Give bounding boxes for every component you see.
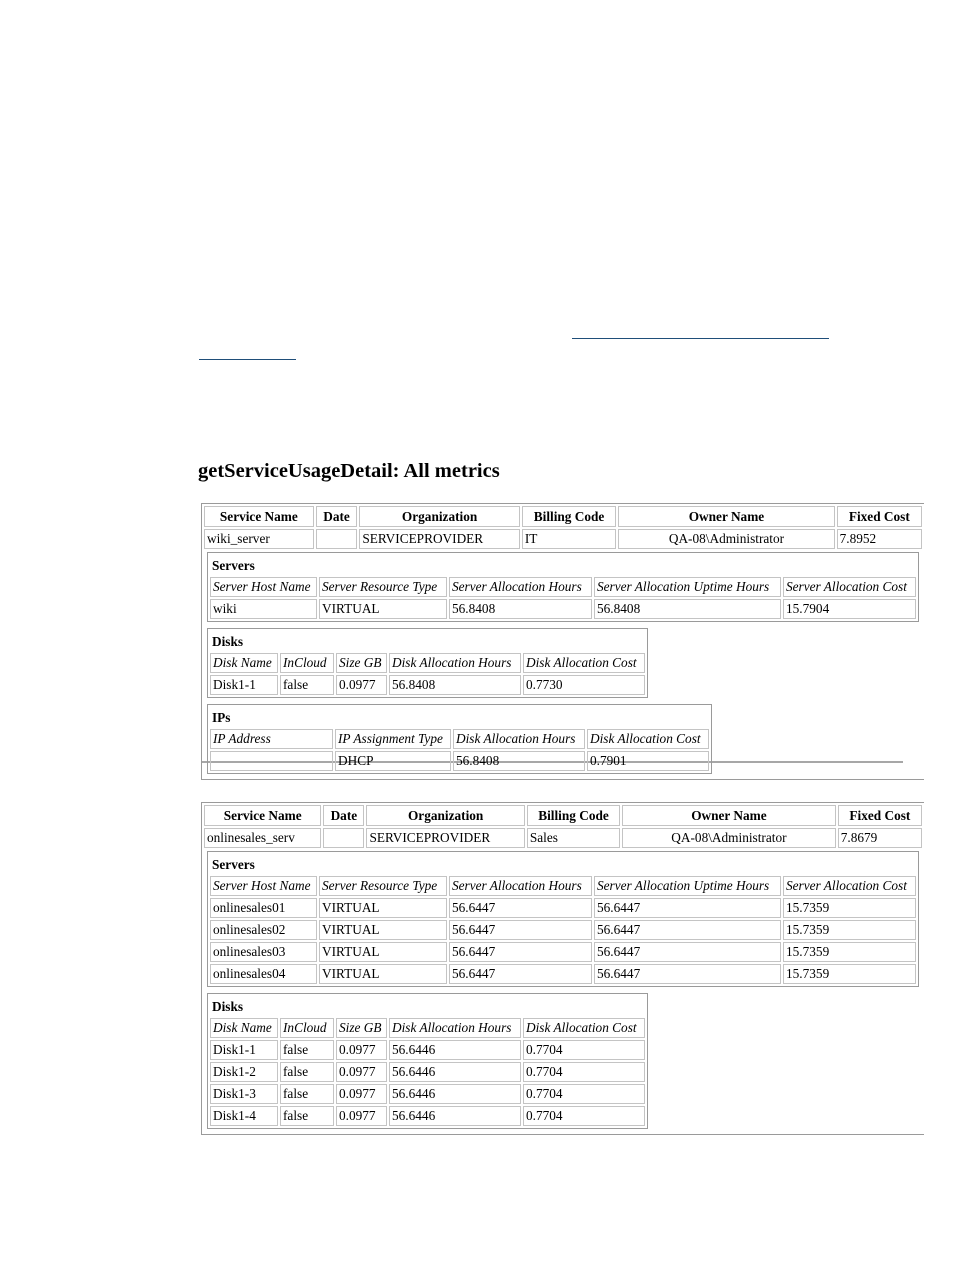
server-host-name-cell: onlinesales03: [210, 942, 317, 962]
size-gb-cell: 0.0977: [336, 1084, 387, 1104]
organization-cell: SERVICEPROVIDER: [366, 828, 524, 848]
servers-header-row: [210, 577, 916, 597]
server-allocation-cost-cell: 15.7904: [783, 599, 916, 619]
column-header: Disk Name: [210, 1018, 278, 1038]
column-header: Server Resource Type: [319, 876, 447, 896]
server-allocation-hours-cell: 56.6447: [449, 942, 592, 962]
column-header: Fixed Cost: [838, 805, 922, 826]
column-header: Service Name: [204, 805, 321, 826]
server-resource-type-cell: VIRTUAL: [319, 599, 447, 619]
date-cell: [323, 828, 364, 848]
ip-assignment-type-cell: DHCP: [335, 751, 451, 771]
column-header: IP Address: [210, 729, 333, 749]
server-resource-type-cell: VIRTUAL: [319, 942, 447, 962]
column-header: Disk Allocation Cost: [523, 653, 645, 673]
column-header: Fixed Cost: [837, 506, 922, 527]
server-uptime-hours-cell: 56.6447: [594, 898, 781, 918]
ips-header-row: [210, 729, 709, 749]
column-header: Server Allocation Hours: [449, 577, 592, 597]
size-gb-cell: 0.0977: [336, 1062, 387, 1082]
server-resource-type-cell: VIRTUAL: [319, 898, 447, 918]
disks-caption: Disks: [212, 999, 244, 1014]
disks-table: [207, 628, 648, 698]
disk-name-cell: Disk1-1: [210, 675, 278, 695]
service-name-cell: wiki_server: [204, 529, 314, 549]
size-gb-cell: 0.0977: [336, 675, 387, 695]
billing-code-cell: Sales: [527, 828, 620, 848]
incloud-cell: false: [280, 1084, 334, 1104]
column-header: Server Allocation Uptime Hours: [594, 876, 781, 896]
column-header: Disk Allocation Cost: [523, 1018, 645, 1038]
service-name-cell: onlinesales_serv: [204, 828, 321, 848]
column-header: InCloud: [280, 1018, 334, 1038]
disk-name-cell: Disk1-3: [210, 1084, 278, 1104]
disk-allocation-cost-cell: 0.7704: [523, 1062, 645, 1082]
disks-header-row: [210, 1018, 645, 1038]
server-allocation-cost-cell: 15.7359: [783, 942, 916, 962]
disks-caption: Disks: [212, 634, 244, 649]
server-host-name-cell: onlinesales02: [210, 920, 317, 940]
disk-allocation-hours-cell: 56.6446: [389, 1040, 521, 1060]
column-header: Size GB: [336, 653, 387, 673]
servers-table: [207, 851, 919, 987]
fixed-cost-cell: 7.8679: [838, 828, 922, 848]
table-row: [210, 942, 916, 962]
disks-header-row: [210, 653, 645, 673]
owner-name-cell: QA-08\Administrator: [622, 828, 836, 848]
column-header: Server Allocation Uptime Hours: [594, 577, 781, 597]
server-allocation-hours-cell: 56.6447: [449, 898, 592, 918]
disk-allocation-hours-cell: 56.8408: [453, 751, 585, 771]
server-allocation-cost-cell: 15.7359: [783, 964, 916, 984]
disk-name-cell: Disk1-4: [210, 1106, 278, 1126]
column-header: Server Host Name: [210, 577, 317, 597]
server-allocation-cost-cell: 15.7359: [783, 920, 916, 940]
incloud-cell: false: [280, 675, 334, 695]
column-header: Billing Code: [522, 506, 616, 527]
disk-name-cell: Disk1-1: [210, 1040, 278, 1060]
service-summary-table: [201, 503, 924, 780]
column-header: Size GB: [336, 1018, 387, 1038]
server-allocation-hours-cell: 56.6447: [449, 920, 592, 940]
column-header: InCloud: [280, 653, 334, 673]
date-cell: [316, 529, 358, 549]
column-header: Owner Name: [618, 506, 834, 527]
server-host-name-cell: wiki: [210, 599, 317, 619]
column-header: Server Allocation Hours: [449, 876, 592, 896]
server-allocation-cost-cell: 15.7359: [783, 898, 916, 918]
billing-code-cell: IT: [522, 529, 616, 549]
server-uptime-hours-cell: 56.6447: [594, 964, 781, 984]
column-header: Server Allocation Cost: [783, 577, 916, 597]
incloud-cell: false: [280, 1062, 334, 1082]
organization-cell: SERVICEPROVIDER: [359, 529, 519, 549]
service-row: [204, 828, 922, 848]
service-usage-panel-wiki: [201, 503, 910, 768]
ip-address-cell: [210, 751, 333, 771]
size-gb-cell: 0.0977: [336, 1106, 387, 1126]
owner-name-cell: QA-08\Administrator: [618, 529, 834, 549]
service-row: [204, 529, 922, 549]
column-header: Server Allocation Cost: [783, 876, 916, 896]
servers-table: [207, 552, 919, 622]
servers-caption: Servers: [212, 857, 255, 872]
column-header: Date: [323, 805, 364, 826]
column-header: Disk Allocation Cost: [587, 729, 709, 749]
table-row: [210, 898, 916, 918]
server-resource-type-cell: VIRTUAL: [319, 920, 447, 940]
column-header: Disk Allocation Hours: [389, 1018, 521, 1038]
column-header: Server Resource Type: [319, 577, 447, 597]
service-header-row: [204, 506, 922, 527]
column-header: IP Assignment Type: [335, 729, 451, 749]
size-gb-cell: 0.0977: [336, 1040, 387, 1060]
disk-allocation-hours-cell: 56.6446: [389, 1106, 521, 1126]
disk-allocation-cost-cell: 0.7704: [523, 1084, 645, 1104]
column-header: Service Name: [204, 506, 314, 527]
disk-allocation-cost-cell: 0.7730: [523, 675, 645, 695]
server-allocation-hours-cell: 56.6447: [449, 964, 592, 984]
column-header: Disk Name: [210, 653, 278, 673]
table-row: [210, 920, 916, 940]
table-row: [210, 751, 709, 771]
column-header: Organization: [366, 805, 524, 826]
server-host-name-cell: onlinesales04: [210, 964, 317, 984]
column-header: Server Host Name: [210, 876, 317, 896]
table-row: [210, 1040, 645, 1060]
table-row: [210, 599, 916, 619]
hyperlink-underline-continued[interactable]: [199, 359, 296, 360]
servers-header-row: [210, 876, 916, 896]
server-uptime-hours-cell: 56.6447: [594, 942, 781, 962]
ips-caption: IPs: [212, 710, 231, 725]
disk-allocation-cost-cell: 0.7704: [523, 1040, 645, 1060]
table-row: [210, 964, 916, 984]
server-allocation-hours-cell: 56.8408: [449, 599, 592, 619]
server-host-name-cell: onlinesales01: [210, 898, 317, 918]
table-row: [210, 675, 645, 695]
disk-name-cell: Disk1-2: [210, 1062, 278, 1082]
server-resource-type-cell: VIRTUAL: [319, 964, 447, 984]
table-row: [210, 1084, 645, 1104]
column-header: Date: [316, 506, 358, 527]
column-header: Billing Code: [527, 805, 620, 826]
fixed-cost-cell: 7.8952: [837, 529, 922, 549]
incloud-cell: false: [280, 1106, 334, 1126]
column-header: Organization: [359, 506, 519, 527]
service-header-row: [204, 805, 922, 826]
table-row: [210, 1106, 645, 1126]
server-uptime-hours-cell: 56.6447: [594, 920, 781, 940]
page-title: getServiceUsageDetail: All metrics: [198, 460, 500, 482]
column-header: Disk Allocation Hours: [453, 729, 585, 749]
service-summary-table: [201, 802, 924, 1135]
disk-allocation-cost-cell: 0.7704: [523, 1106, 645, 1126]
server-uptime-hours-cell: 56.8408: [594, 599, 781, 619]
table-row: [210, 1062, 645, 1082]
ips-table: [207, 704, 712, 774]
servers-caption: Servers: [212, 558, 255, 573]
hyperlink-underline[interactable]: [572, 338, 829, 339]
column-header: Disk Allocation Hours: [389, 653, 521, 673]
service-usage-panel-onlinesales: [201, 802, 911, 1123]
column-header: Owner Name: [622, 805, 836, 826]
disk-allocation-hours-cell: 56.6446: [389, 1062, 521, 1082]
disk-allocation-hours-cell: 56.8408: [389, 675, 521, 695]
disk-allocation-hours-cell: 56.6446: [389, 1084, 521, 1104]
disks-table: [207, 993, 648, 1129]
disk-allocation-cost-cell: 0.7901: [587, 751, 709, 771]
incloud-cell: false: [280, 1040, 334, 1060]
